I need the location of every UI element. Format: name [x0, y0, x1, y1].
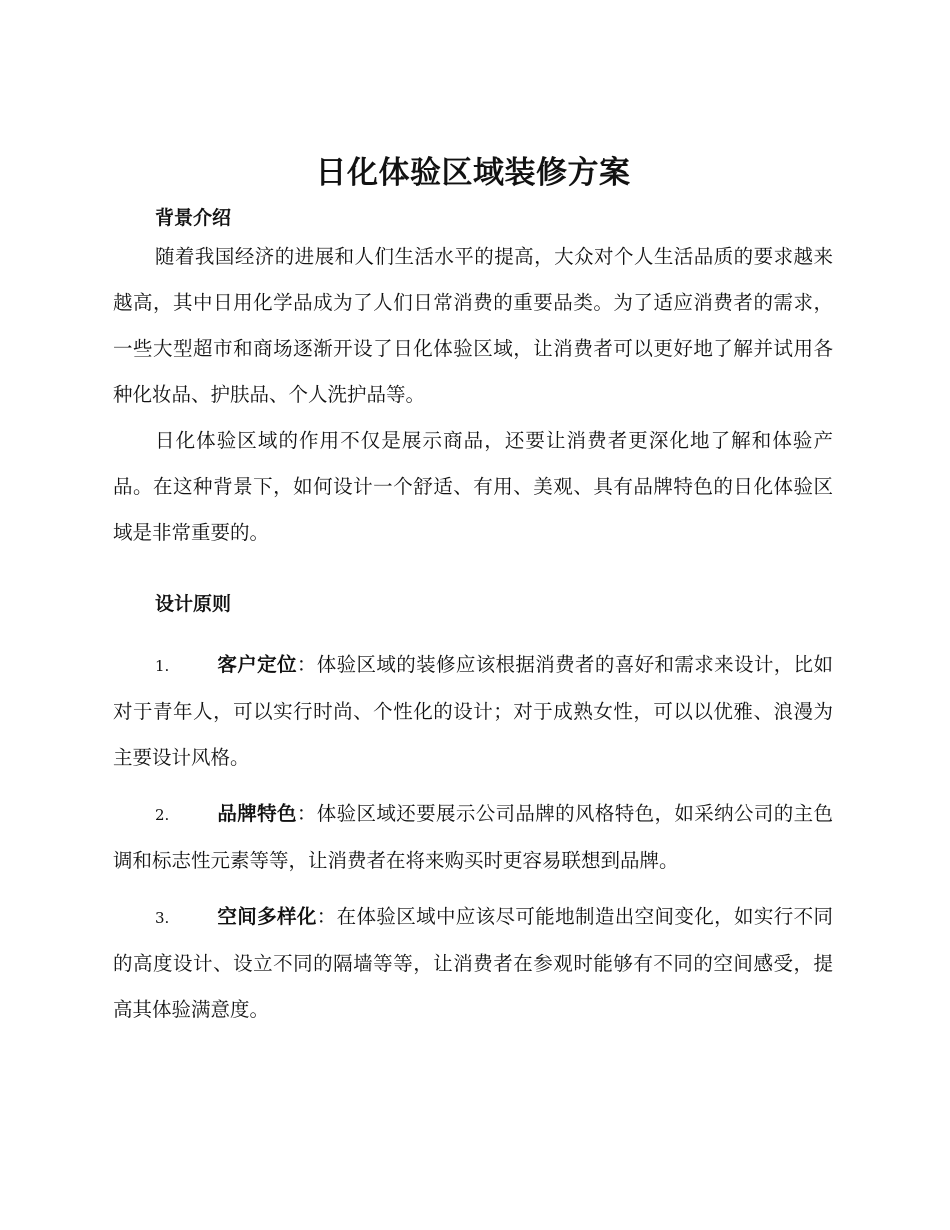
list-item-term: 品牌特色	[217, 802, 297, 825]
list-item-text: 在体验区域中应该尽可能地制造出空间变化，如实行不同的高度设计、设立不同的隔墙等等，让消费者在参观时能够有不同的空间感受，提高其体验满意度。	[113, 905, 833, 1021]
body-paragraph: 随着我国经济的进展和人们生活水平的提高，大众对个人生活品质的要求越来越高，其中日用化学品成为了人们日常消费的重要品类。为了适应消费者的需求，一些大型超市和商场逐渐开设了日化体验区域，让消费者可以更好地了解并试用各种化妆品、护肤品、个人洗护品等。	[113, 245, 833, 406]
list-item-term: 空间多样化	[217, 905, 317, 928]
body-paragraph: 日化体验区域的作用不仅是展示商品，还要让消费者更深化地了解和体验产品。在这种背景下，如何设计一个舒适、有用、美观、具有品牌特色的日化体验区域是非常重要的。	[113, 429, 833, 544]
list-item-term: 客户定位	[217, 653, 297, 676]
section-heading-design-principles: 设计原则	[155, 593, 232, 615]
list-item-number: 3.	[155, 909, 170, 927]
section-heading-background: 背景介绍	[155, 207, 232, 229]
list-item	[113, 791, 833, 884]
list-item-number: 1.	[155, 657, 170, 675]
list-item-text: 体验区域还要展示公司品牌的风格特色，如采纳公司的主色调和标志性元素等等，让消费者在将来购买时更容易联想到品牌。	[113, 802, 833, 872]
document-page	[113, 150, 833, 1033]
list-item-separator: ：	[296, 653, 317, 676]
list-item-text: 体验区域的装修应该根据消费者的喜好和需求来设计，比如对于青年人，可以实行时尚、个性化的设计；对于成熟女性，可以以优雅、浪漫为主要设计风格。	[113, 653, 833, 769]
list-item-number: 2.	[155, 806, 170, 824]
document-title: 日化体验区域装修方案	[315, 155, 631, 191]
list-item-separator: ：	[316, 905, 337, 928]
list-item-separator: ：	[296, 802, 317, 825]
list-item	[113, 642, 833, 781]
list-item	[113, 894, 833, 1033]
